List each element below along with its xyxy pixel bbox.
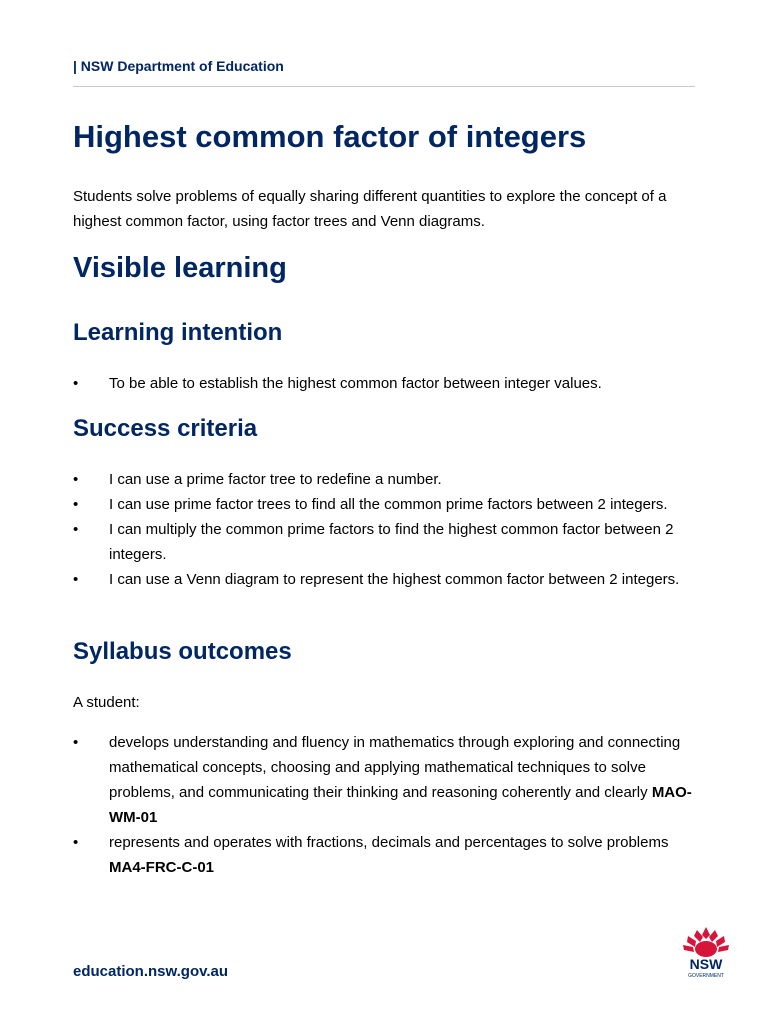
list-item bbox=[73, 517, 695, 567]
bullet-icon: • bbox=[73, 834, 79, 851]
footer-url: education.nsw.gov.au bbox=[73, 963, 229, 980]
visible-learning-heading: Visible learning bbox=[73, 252, 287, 284]
success-criteria-heading: Success criteria bbox=[73, 415, 258, 442]
outcome-code: MAO-WM-01 bbox=[109, 784, 692, 826]
bullet-icon: • bbox=[73, 571, 79, 588]
logo-subtext: GOVERNMENT bbox=[688, 973, 724, 979]
list-item-text: I can use a Venn diagram to represent the highest common factor between 2 integers. bbox=[109, 571, 680, 588]
syllabus-outcomes-list bbox=[73, 730, 695, 880]
logo-wordmark: NSW bbox=[689, 956, 723, 972]
list-item bbox=[73, 492, 695, 517]
outcome-text: develops understanding and fluency in mathematics through exploring and connecting mathematical concepts, choosing and applying mathematical techniques to solve problems, and communicating their thinking and reasoning coherently and clearly bbox=[109, 734, 681, 801]
header-divider bbox=[73, 86, 695, 87]
success-criteria-list bbox=[73, 467, 695, 592]
syllabus-outcomes-heading: Syllabus outcomes bbox=[73, 638, 292, 665]
bullet-icon: • bbox=[73, 471, 79, 488]
list-item-text: I can use prime factor trees to find all the common prime factors between 2 integers. bbox=[109, 496, 668, 513]
learning-intention-list bbox=[73, 371, 695, 396]
list-item-text: To be able to establish the highest common factor between integer values. bbox=[109, 375, 602, 392]
outcome-code: MA4-FRC-C-01 bbox=[109, 859, 214, 876]
bullet-icon: • bbox=[73, 734, 79, 751]
syllabus-lead: A student: bbox=[73, 694, 140, 711]
learning-intention-heading: Learning intention bbox=[73, 319, 283, 346]
list-item bbox=[73, 467, 695, 492]
intro-paragraph: Students solve problems of equally sharing different quantities to explore the concept of a highest common factor, using factor trees and Venn diagrams. bbox=[73, 188, 667, 230]
waratah-icon bbox=[683, 927, 729, 957]
list-item bbox=[73, 567, 695, 592]
bullet-icon: • bbox=[73, 496, 79, 513]
nsw-government-logo bbox=[677, 925, 735, 985]
outcome-text: represents and operates with fractions, decimals and percentages to solve problems bbox=[109, 834, 669, 851]
bullet-icon: • bbox=[73, 521, 79, 538]
list-item-text: I can multiply the common prime factors to find the highest common factor between 2 integers. bbox=[109, 521, 674, 563]
page-title: Highest common factor of integers bbox=[73, 119, 587, 154]
list-item-text: I can use a prime factor tree to redefine a number. bbox=[109, 471, 442, 488]
list-item bbox=[73, 371, 695, 396]
header-organisation: | NSW Department of Education bbox=[73, 58, 284, 74]
list-item bbox=[73, 830, 695, 880]
list-item bbox=[73, 730, 695, 830]
bullet-icon: • bbox=[73, 375, 79, 392]
